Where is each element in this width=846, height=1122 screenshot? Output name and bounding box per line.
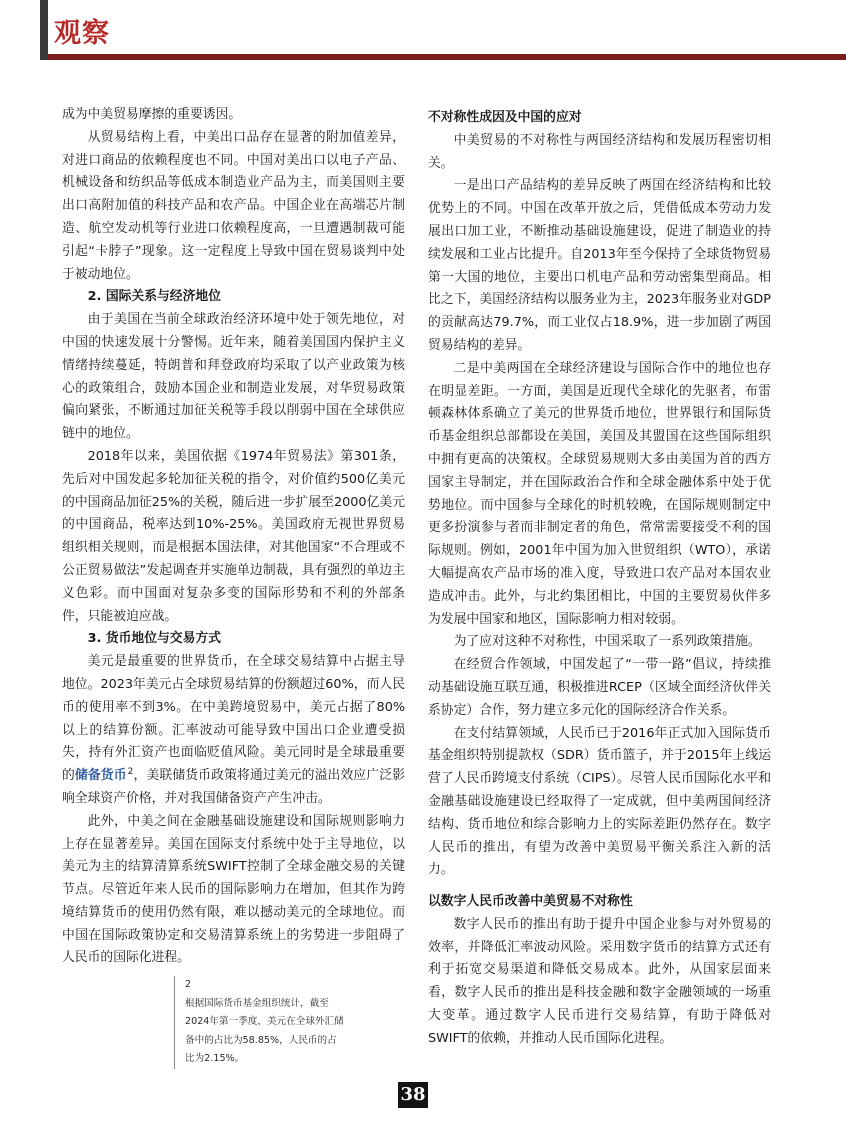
paragraph: 成为中美贸易摩擦的重要诱因。: [62, 107, 242, 122]
footnote-text: 根据国际货币基金组织统计，截至2024年第一季度，美元在全球外汇储备中的占比为58.85%，人民币的占比为2.15%。: [185, 997, 344, 1064]
paragraph: 此外，中美之间在金融基础设施建设和国际规则影响力上存在显著差异。美国在国际支付系统中处于主导地位，以美元为主的结算清算系统SWIFT控制了全球金融交易的关键节点。尽管近年来人民币的国际影响力在增加，但其作为跨境结算货币的使用仍然有限，难以撼动美元的全球地位。而中国在国际政策协定和交易清算系统上的劣势进一步阻碍了人民币的国际化进程。: [62, 813, 405, 966]
footnote: [174, 976, 346, 1069]
paragraph: 一是出口产品结构的差异反映了两国在经济结构和比较优势上的不同。中国在改革开放之后，凭借低成本劳动力发展出口加工业，不断推动基础设施建设，促进了制造业的持续发展和工业占比提升。自2013年至今保持了全球货物贸易第一大国的地位，主要出口机电产品和劳动密集型商品。相比之下，美国经济结构以服务业为主，2023年服务业对GDP的贡献高达79.7%，而工业仅占18.9%，进一步加剧了两国贸易结构的差异。: [428, 178, 771, 353]
paragraph: 为了应对这种不对称性，中国采取了一系列政策措施。: [453, 634, 761, 650]
page-header: [0, 0, 846, 60]
section-heading: 不对称性成因及中国的应对: [428, 110, 582, 125]
paragraph-text: 美元是最重要的世界货币，在全球交易结算中占据主导地位。2023年美元占全球贸易结算的份额超过60%，而人民币的使用率不到3%。在中美跨境贸易中，美元占据了80%以上的结算份额。汇率波动可能导致中国出口企业遭受损失，持有外汇资产也面临贬值风险。美元同时是全球最重要的: [62, 654, 405, 784]
paragraph: 数字人民币的推出有助于提升中国企业参与对外贸易的效率，并降低汇率波动风险。采用数字货币的结算方式还有利于拓宽交易渠道和降低交易成本。此外，从国家层面来看，数字人民币的推出是科技金融和数字金融领域的一场重大变革。通过数字人民币进行交易结算，有助于降低对SWIFT的依赖，并推动人民币国际化进程。: [428, 916, 771, 1046]
footnote-ref: 2: [127, 766, 134, 777]
paragraph: 在支付结算领域，人民币已于2016年正式加入国际货币基金组织特别提款权（SDR）货币篮子，并于2015年上线运营了人民币跨境支付系统（CIPS）。尽管人民币国际化水平和金融基础设施建设已经取得了一定成就，但中美两国间经济结构、货币地位和综合影响力上的实际差距仍然存在。数字人民币的推出，有望为改善中美贸易平衡关系注入新的活力。: [428, 725, 771, 878]
page-number: 38: [398, 1082, 428, 1108]
header-accent-bar: [40, 0, 48, 60]
paragraph: 二是中美两国在全球经济建设与国际合作中的地位也存在明显差距。一方面，美国是近现代全球化的先驱者，布雷顿森林体系确立了美元的世界货币地位，世界银行和国际货币基金组织总部都设在美国，美国及其盟国在这些国际组织中拥有更高的决策权。全球贸易规则大多由美国为首的西方国家主导制定，并在国际政治合作和全球金融体系中处于优势地位。而中国参与全球化的时机较晚，在国际规则制定中更多扮演参与者而非制定者的角色，常常需要接受不利的国际规则。例如，2001年中国为加入世贸组织（WTO），承诺大幅提高农产品市场的准入度，导致进口农产品对本国农业造成冲击。此外，与北约集团相比，中国的主要贸易伙伴多为发展中国家和地区，国际影响力相对较弱。: [428, 360, 771, 627]
term-reserve-currency: 储备货币: [74, 768, 127, 784]
section-heading: 以数字人民币改善中美贸易不对称性: [428, 894, 633, 910]
paragraph: 由于美国在当前全球政治经济环境中处于领先地位，对中国的快速发展十分警惕。近年来，随着美国国内保护主义情绪持续蔓延，特朗普和拜登政府均采取了以产业政策为核心的政策组合，鼓励本国企业和制造业发展，对华贸易政策偏向紧张，不断通过加征关税等手段以削弱中国在全球供应链中的地位。: [62, 312, 405, 442]
header-rule: [48, 54, 846, 60]
paragraph: 在经贸合作领域，中国发起了“一带一路”倡议，持续推动基础设施互联互通，积极推进RCEP（区域全面经济伙伴关系协定）合作，努力建立多元化的国际经济合作关系。: [428, 657, 771, 718]
section-title: 观察: [54, 18, 110, 49]
paragraph: 中美贸易的不对称性与两国经济结构和发展历程密切相关。: [428, 132, 771, 171]
paragraph: 从贸易结构上看，中美出口品存在显著的附加值差异，对进口商品的依赖程度也不同。中国对美出口以电子产品、机械设备和纺织品等低成本制造业产品为主，而美国则主要出口高附加值的科技产品和农产品。中国企业在高端芯片制造、航空发动机等行业进口依赖程度高，一旦遭遇制裁可能引起“卡脖子”现象。这一定程度上导致中国在贸易谈判中处于被动地位。: [62, 129, 405, 282]
paragraph: 2018年以来，美国依据《1974年贸易法》第301条，先后对中国发起多轮加征关税的指令，对价值约500亿美元的中国商品加征25%的关税，随后进一步扩展至2000亿美元的中国商品，税率达到10%-25%。美国政府无视世界贸易组织相关规则，而是根据本国法律，对其他国家“不合理或不公正贸易做法”发起调查并实施单边制裁，具有强烈的单边主义色彩。而中国面对复杂多变的国际形势和不利的外部条件，只能被迫应战。: [62, 448, 405, 624]
left-column: [62, 104, 405, 970]
paragraph-text: ，美联储货币政策将通过美元的溢出效应广泛影响全球资产价格，并对我国储备资产产生冲击。: [62, 768, 406, 806]
paragraph: [62, 651, 405, 811]
subheading: 3. 货币地位与交易方式: [87, 631, 221, 647]
footnote-number: 2: [185, 979, 192, 990]
subheading: 2. 国际关系与经济地位: [87, 289, 221, 305]
right-column: [428, 104, 771, 1051]
